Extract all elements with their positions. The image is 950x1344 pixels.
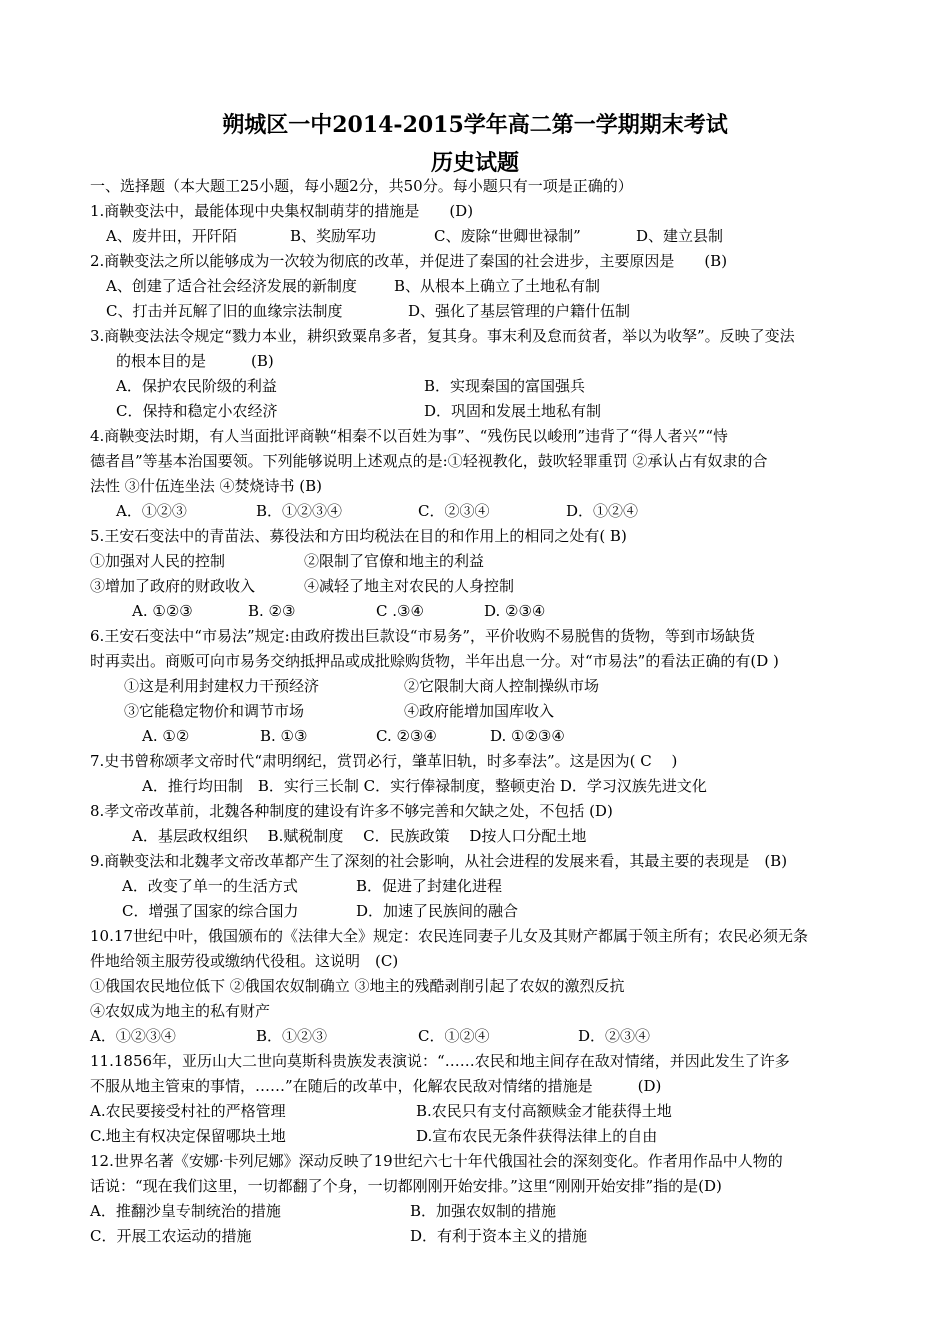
question-12-option-a: A．推翻沙皇专制统治的措施 — [90, 1202, 281, 1220]
question-8-stem: 8.孝文帝改革前，北魏各种制度的建设有许多不够完善和欠缺之处，不包括 (D) — [90, 802, 613, 820]
question-6-stem: 6.王安石变法中“市易法”规定:由政府拨出巨款设“市易务”，平价收购不易脱售的货物，等到市场缺货 — [90, 627, 756, 645]
question-6-stem-cont: 时再卖出。商贩可向市易务交纳抵押品或成批赊购货物，半年出息一分。对“市易法”的看法正确的有(D ) — [90, 652, 779, 670]
question-5-statement-2: ②限制了官僚和地主的利益 — [304, 552, 485, 570]
question-1-option-d: D、建立县制 — [636, 227, 724, 245]
question-1-option-b: B、奖励军功 — [290, 227, 377, 245]
question-4-option-d: D．①②④ — [566, 502, 639, 520]
question-12-option-d: D．有利于资本主义的措施 — [410, 1227, 588, 1245]
question-2-option-a: A、创建了适合社会经济发展的新制度 — [106, 277, 357, 295]
question-6-statement-2: ②它限制大商人控制操纵市场 — [404, 677, 600, 695]
question-6-option-c: C. ②③④ — [376, 727, 437, 745]
question-11-option-b: B.农民只有支付高额赎金才能获得土地 — [416, 1102, 672, 1120]
question-5-statement-1: ①加强对人民的控制 — [90, 552, 226, 570]
question-5-option-b: B. ②③ — [248, 602, 296, 620]
question-4-stem-cont-1: 德者昌”等基本治国要领。下列能够说明上述观点的是:①轻视教化，鼓吹轻罪重罚 ②承认占有奴隶的合 — [90, 452, 768, 470]
question-9-option-d: D．加速了民族间的融合 — [356, 902, 519, 920]
question-12-stem: 12.世界名著《安娜·卡列尼娜》深动反映了19世纪六七十年代俄国社会的深刻变化。作者用作品中人物的 — [90, 1152, 783, 1170]
question-10-option-b: B．①②③ — [256, 1027, 328, 1045]
question-4-option-b: B．①②③④ — [256, 502, 343, 520]
question-1-option-a: A、废井田，开阡陌 — [106, 227, 237, 245]
question-2-stem: 2.商鞅变法之所以能够成为一次较为彻底的改革，并促进了秦国的社会进步，主要原因是 (B) — [90, 252, 728, 270]
question-7-options: A．推行均田制 B．实行三长制 C．实行俸禄制度，整顿吏治 D．学习汉族先进文化 — [142, 777, 707, 795]
question-5-statement-4: ④减轻了地主对农民的人身控制 — [304, 577, 515, 595]
exam-title: 朔城区一中2014-2015学年高二第一学期期末考试 — [222, 112, 728, 138]
question-11-option-a: A.农民要接受村社的严格管理 — [90, 1102, 286, 1120]
question-2-option-d: D、强化了基层管理的户籍什伍制 — [408, 302, 631, 320]
question-9-stem: 9.商鞅变法和北魏孝文帝改革都产生了深刻的社会影响，从社会进程的发展来看，其最主要的表现是 (B) — [90, 852, 788, 870]
question-4-stem: 4.商鞅变法时期，有人当面批评商鞅“相秦不以百姓为事”、“残伤民以峻刑”违背了“得人者兴”“恃 — [90, 427, 728, 445]
question-10-option-a: A．①②③④ — [90, 1027, 176, 1045]
question-6-statement-4: ④政府能增加国库收入 — [404, 702, 555, 720]
question-4-stem-cont-2: 法性 ③什伍连坐法 ④焚烧诗书 (B) — [90, 477, 323, 495]
question-3-option-b: B．实现秦国的富国强兵 — [424, 377, 586, 395]
question-2-option-c: C、打击并瓦解了旧的血缘宗法制度 — [106, 302, 343, 320]
question-3-option-a: A．保护农民阶级的利益 — [116, 377, 277, 395]
question-9-option-a: A．改变了单一的生活方式 — [122, 877, 298, 895]
question-9-option-c: C．增强了国家的综合国力 — [122, 902, 299, 920]
question-4-option-c: C．②③④ — [418, 502, 490, 520]
question-3-stem-cont: 的根本目的是 (B) — [116, 352, 274, 370]
question-11-stem: 11.1856年，亚历山大二世向莫斯科贵族发表演说：“……农民和地主间存在敌对情绪，并因此发生了许多 — [90, 1052, 790, 1070]
question-5-option-a: A. ①②③ — [132, 602, 193, 620]
question-11-option-c: C.地主有权决定保留哪块土地 — [90, 1127, 286, 1145]
question-5-option-d: D. ②③④ — [484, 602, 546, 620]
question-8-options: A．基层政权组织 B.赋税制度 C．民族政策 D按人口分配土地 — [132, 827, 587, 845]
question-10-statements-2: ④农奴成为地主的私有财产 — [90, 1002, 271, 1020]
exam-subtitle: 历史试题 — [430, 150, 519, 176]
section-heading: 一、选择题（本大题工25小题，每小题2分，共50分。每小题只有一项是正确的） — [90, 177, 633, 195]
question-5-stem: 5.王安石变法中的青苗法、募役法和方田均税法在目的和作用上的相同之处有( B) — [90, 527, 627, 545]
question-1-stem: 1.商鞅变法中，最能体现中央集权制萌芽的措施是 (D) — [90, 202, 474, 220]
question-9-option-b: B．促进了封建化进程 — [356, 877, 503, 895]
question-2-option-b: B、从根本上确立了土地私有制 — [394, 277, 601, 295]
question-12-option-b: B．加强农奴制的措施 — [410, 1202, 557, 1220]
question-10-stem: 10.17世纪中叶，俄国颁布的《法律大全》规定：农民连同妻子儿女及其财产都属于领主所有；农民必须无条 — [90, 927, 808, 945]
question-3-option-d: D．巩固和发展土地私有制 — [424, 402, 602, 420]
question-4-option-a: A．①②③ — [116, 502, 187, 520]
question-6-option-d: D. ①②③④ — [490, 727, 565, 745]
question-12-option-c: C．开展工农运动的措施 — [90, 1227, 252, 1245]
question-1-option-c: C、废除“世卿世禄制” — [434, 227, 581, 245]
question-5-option-c: C .③④ — [376, 602, 424, 620]
question-3-option-c: C．保持和稳定小农经济 — [116, 402, 278, 420]
question-12-stem-cont: 话说：“现在我们这里，一切都翻了个身，一切都刚刚开始安排。”这里“刚刚开始安排”指的是(D) — [90, 1177, 722, 1195]
question-10-option-c: C．①②④ — [418, 1027, 490, 1045]
question-7-stem: 7.史书曾称颂孝文帝时代“肃明纲纪，赏罚必行，肇革旧轨，时多奉法”。这是因为( C ) — [90, 752, 678, 770]
question-11-option-d: D.宣布农民无条件获得法律上的自由 — [416, 1127, 658, 1145]
question-6-option-b: B. ①③ — [260, 727, 308, 745]
question-5-statement-3: ③增加了政府的财政收入 — [90, 577, 256, 595]
question-6-option-a: A. ①② — [142, 727, 190, 745]
question-6-statement-3: ③它能稳定物价和调节市场 — [124, 702, 305, 720]
question-3-stem: 3.商鞅变法法令规定“戮力本业，耕织致粟帛多者，复其身。事末利及怠而贫者，举以为收孥”。反映了变法 — [90, 327, 795, 345]
question-10-statements-1: ①俄国农民地位低下 ②俄国农奴制确立 ③地主的残酷剥削引起了农奴的激烈反抗 — [90, 977, 625, 995]
question-10-option-d: D．②③④ — [578, 1027, 651, 1045]
question-11-stem-cont: 不服从地主管束的事情，……”在随后的改革中，化解农民敌对情绪的措施是 (D) — [90, 1077, 662, 1095]
question-10-stem-cont: 件地给领主服劳役或缴纳代役租。这说明 (C) — [90, 952, 399, 970]
question-6-statement-1: ①这是利用封建权力干预经济 — [124, 677, 320, 695]
